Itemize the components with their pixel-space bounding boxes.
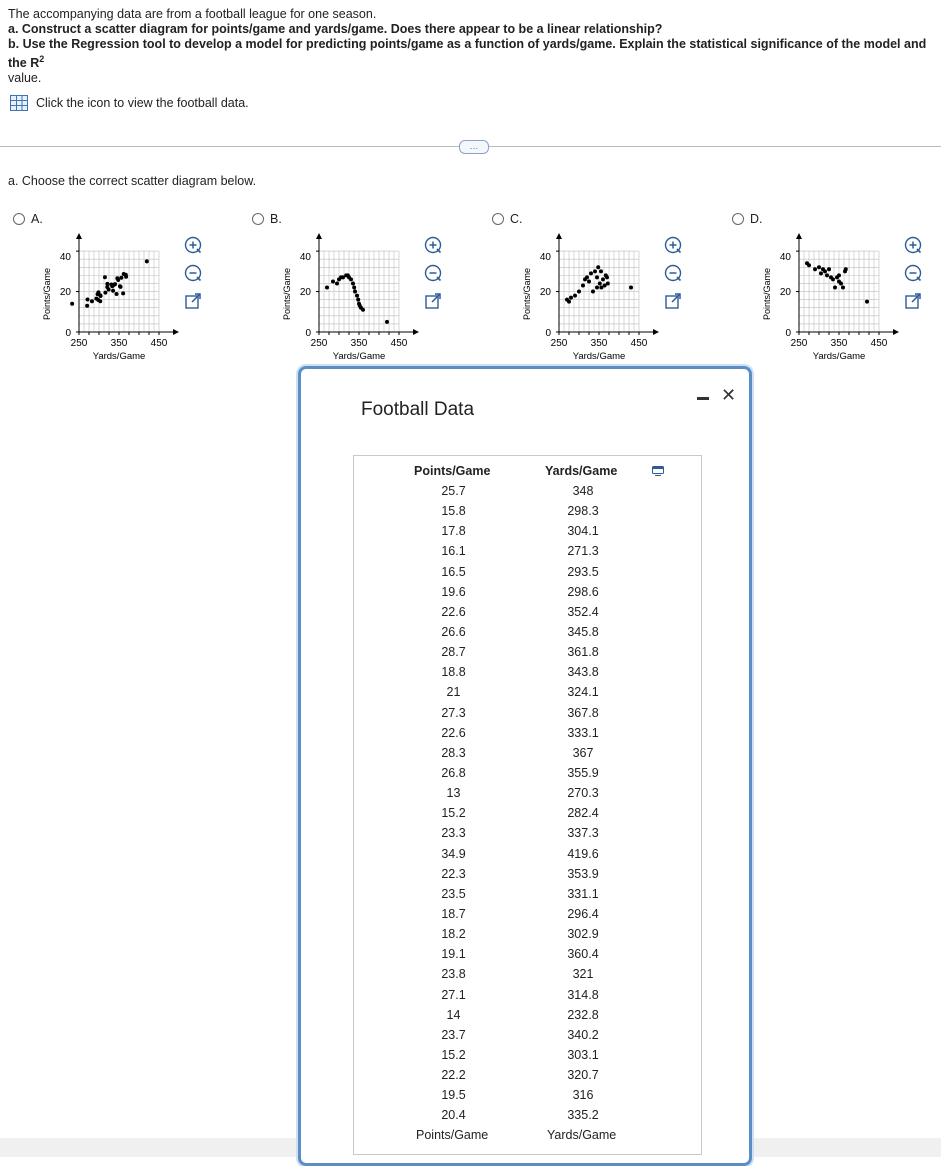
yards-cell: 324.1: [567, 685, 599, 700]
data-point: [595, 286, 599, 290]
part-a-prompt: a. Choose the correct scatter diagram below.: [8, 174, 257, 188]
data-point: [113, 282, 117, 286]
y-tick-40: 40: [59, 252, 71, 263]
x-axis-label: Yards/Game: [572, 351, 626, 362]
x-tick-250: 250: [550, 338, 568, 349]
points-cell: 22.6: [441, 604, 466, 619]
chart-c-tools: [664, 236, 682, 310]
data-point: [585, 275, 589, 279]
points-cell: 25.7: [441, 484, 466, 498]
popout-icon[interactable]: [184, 292, 202, 310]
points-cell: 27.3: [441, 705, 466, 720]
yards-cell: 367.8: [567, 705, 599, 720]
x-axis-label: Yards/Game: [812, 351, 866, 362]
data-point: [593, 269, 597, 273]
x-tick-250: 250: [70, 338, 88, 349]
zoom-out-icon[interactable]: [904, 264, 922, 282]
x-axis-arrow: [653, 329, 659, 335]
zoom-in-icon[interactable]: [904, 236, 922, 254]
yards-cell: 282.4: [567, 806, 599, 821]
data-point: [349, 277, 353, 281]
yards-cell: 302.9: [567, 927, 599, 942]
yards-cell: 303.1: [567, 1047, 599, 1062]
x-tick-350: 350: [590, 338, 608, 349]
points-cell: 22.2: [441, 1068, 466, 1083]
y-axis-label: Points/Game: [42, 267, 52, 321]
data-point: [837, 273, 841, 277]
data-point: [325, 286, 329, 290]
y-axis-arrow: [556, 233, 562, 239]
copy-icon[interactable]: [652, 466, 664, 476]
data-point: [94, 297, 98, 301]
popout-icon[interactable]: [904, 292, 922, 310]
question-text: [8, 7, 933, 86]
y-axis-label: Points/Game: [282, 267, 292, 321]
yards-cell: 316: [572, 1088, 594, 1103]
table-icon: [10, 95, 28, 111]
radio-a[interactable]: [13, 213, 25, 225]
points-cell: 26.6: [441, 624, 466, 639]
data-point: [569, 296, 573, 300]
points-cell: 23.7: [441, 1027, 466, 1042]
data-point: [596, 265, 600, 269]
yards-cell: 304.1: [567, 524, 599, 539]
points-cell: 27.1: [441, 987, 466, 1002]
data-point: [98, 299, 102, 303]
x-tick-350: 350: [350, 338, 368, 349]
data-point: [827, 267, 831, 271]
yards-cell: 360.4: [567, 947, 599, 962]
minimize-button[interactable]: [697, 397, 709, 400]
points-cell: 19.6: [441, 584, 466, 599]
data-point: [831, 277, 835, 281]
data-point: [145, 259, 149, 263]
data-point: [601, 277, 605, 281]
yards-cell: 355.9: [567, 765, 599, 780]
yards-cell: 293.5: [567, 564, 599, 579]
x-tick-350: 350: [110, 338, 128, 349]
points-cell: 19.5: [441, 1088, 466, 1103]
data-point: [115, 292, 119, 296]
points-cell: 28.7: [441, 645, 466, 660]
scatter-chart-d: [760, 232, 900, 367]
yards-cell: 361.8: [567, 645, 599, 660]
data-point: [606, 281, 610, 285]
zoom-in-icon[interactable]: [184, 236, 202, 254]
data-point: [813, 267, 817, 271]
option-b-label: B.: [270, 212, 282, 226]
y-tick-0: 0: [785, 328, 791, 339]
points-cell: 23.8: [441, 967, 466, 982]
y-axis-arrow: [76, 233, 82, 239]
data-point: [103, 291, 107, 295]
data-point: [70, 302, 74, 306]
football-data-link-label: Click the icon to view the football data.: [36, 96, 249, 110]
data-point: [356, 298, 360, 302]
data-point: [352, 286, 356, 290]
question-part-b: b. Use the Regression tool to develop a model for predicting points/game as a function of yards/game. Explain the statistical significance of the model and the $R^2$: [8, 37, 927, 71]
question-part-b-end: value.: [8, 71, 42, 86]
option-b[interactable]: [252, 212, 282, 226]
data-point: [807, 263, 811, 267]
points-cell: 22.3: [441, 866, 466, 881]
question-part-a: a. Construct a scatter diagram for points/game and yards/game. Does there appear to be a linear relationship?: [8, 22, 663, 36]
y-tick-40: 40: [539, 252, 551, 263]
points-cell: 23.5: [441, 886, 466, 901]
data-point: [385, 320, 389, 324]
x-tick-450: 450: [150, 338, 168, 349]
data-point: [821, 267, 825, 271]
zoom-out-icon[interactable]: [424, 264, 442, 282]
data-point: [346, 273, 350, 277]
yards-cell: 321: [572, 967, 594, 982]
data-point: [591, 290, 595, 294]
x-tick-250: 250: [310, 338, 328, 349]
points-cell: 18.2: [441, 927, 466, 942]
x-axis-arrow: [173, 329, 179, 335]
points-cell: 21: [446, 685, 461, 700]
zoom-out-icon[interactable]: [664, 264, 682, 282]
col-header-points: Points/Game: [414, 464, 491, 478]
yards-cell: 331.1: [567, 886, 599, 901]
points-cell: 14: [446, 1007, 461, 1022]
x-tick-350: 350: [830, 338, 848, 349]
points-cell: 17.8: [441, 524, 466, 539]
y-tick-0: 0: [305, 328, 311, 339]
yards-cell: 271.3: [567, 544, 599, 559]
chart-a-tools: [184, 236, 202, 310]
points-cell: 20.4: [441, 1108, 466, 1123]
yards-cell: 335.2: [567, 1108, 599, 1123]
data-point: [335, 281, 339, 285]
x-axis-arrow: [893, 329, 899, 335]
x-axis-arrow: [413, 329, 419, 335]
data-point: [605, 275, 609, 279]
data-point: [115, 276, 119, 280]
yards-cell: 320.7: [567, 1068, 599, 1083]
close-button[interactable]: ✕: [721, 385, 737, 405]
data-point: [599, 269, 603, 273]
x-axis-label: Yards/Game: [332, 351, 386, 362]
yards-cell: 353.9: [567, 866, 599, 881]
option-d[interactable]: [732, 212, 763, 226]
points-cell: 16.1: [441, 544, 466, 559]
data-point: [90, 299, 94, 303]
col-footer-points: Points/Game: [416, 1128, 489, 1142]
yards-cell: 345.8: [567, 624, 599, 639]
data-point: [598, 281, 602, 285]
data-point: [355, 294, 359, 298]
radio-b[interactable]: [252, 213, 264, 225]
data-point: [121, 291, 125, 295]
x-tick-450: 450: [390, 338, 408, 349]
data-point: [844, 267, 848, 271]
data-point: [833, 286, 837, 290]
data-point: [353, 290, 357, 294]
points-column: [416, 484, 491, 1129]
yards-cell: 333.1: [567, 725, 599, 740]
data-point: [837, 279, 841, 283]
yards-cell: 419.6: [567, 846, 599, 861]
y-tick-40: 40: [299, 252, 311, 263]
option-a-label: A.: [31, 212, 43, 226]
data-point: [819, 271, 823, 275]
data-point: [119, 276, 123, 280]
data-point: [865, 300, 869, 304]
data-point: [573, 294, 577, 298]
chart-d-tools: [904, 236, 922, 310]
yards-cell: 367: [572, 745, 594, 760]
yards-cell: 340.2: [567, 1027, 599, 1042]
yards-cell: 343.8: [567, 665, 599, 680]
points-cell: 22.6: [441, 725, 466, 740]
y-tick-40: 40: [779, 252, 791, 263]
scatter-chart-b: [280, 232, 420, 367]
yards-cell: 298.6: [567, 584, 599, 599]
y-axis-label: Points/Game: [762, 267, 772, 321]
points-cell: 19.1: [441, 947, 466, 962]
football-data-dialog: [298, 366, 752, 1166]
yards-cell: 232.8: [567, 1007, 599, 1022]
zoom-in-icon[interactable]: [424, 236, 442, 254]
option-a[interactable]: [13, 212, 43, 226]
dialog-title: Football Data: [361, 399, 475, 420]
y-axis-label: Points/Game: [522, 267, 532, 321]
data-point: [351, 281, 355, 285]
data-point: [577, 290, 581, 294]
data-point: [361, 308, 365, 312]
points-cell: 15.2: [441, 806, 466, 821]
col-header-yards: Yards/Game: [545, 464, 618, 478]
option-c[interactable]: [492, 212, 523, 226]
data-point: [124, 273, 128, 277]
data-table: [353, 455, 702, 1155]
data-point: [817, 265, 821, 269]
data-point: [581, 283, 585, 287]
y-tick-20: 20: [59, 287, 71, 298]
popout-icon[interactable]: [664, 292, 682, 310]
points-cell: 16.5: [441, 564, 466, 579]
chart-b-tools: [424, 236, 442, 310]
option-d-label: D.: [750, 212, 763, 226]
yards-column: [544, 484, 622, 1129]
points-cell: 23.3: [441, 826, 466, 841]
data-point: [358, 304, 362, 308]
data-point: [98, 293, 102, 297]
data-point: [103, 275, 107, 279]
data-point: [567, 300, 571, 304]
yards-cell: 298.3: [567, 504, 599, 519]
x-tick-250: 250: [790, 338, 808, 349]
points-cell: 15.8: [441, 504, 466, 519]
y-axis-arrow: [796, 233, 802, 239]
points-cell: 18.8: [441, 665, 466, 680]
y-axis-arrow: [316, 233, 322, 239]
scatter-chart-a: [40, 232, 180, 367]
yards-cell: 337.3: [567, 826, 599, 841]
yards-cell: 348: [572, 484, 594, 498]
data-point: [339, 275, 343, 279]
data-point: [109, 282, 113, 286]
yards-cell: 314.8: [567, 987, 599, 1002]
radio-d[interactable]: [732, 213, 744, 225]
yards-cell: 270.3: [567, 786, 599, 801]
y-tick-20: 20: [299, 287, 311, 298]
data-point: [105, 285, 109, 289]
football-data-link[interactable]: [10, 95, 249, 111]
radio-c[interactable]: [492, 213, 504, 225]
data-point: [825, 273, 829, 277]
points-cell: 18.7: [441, 906, 466, 921]
data-point: [589, 271, 593, 275]
popout-icon[interactable]: [424, 292, 442, 310]
scatter-chart-c: [520, 232, 660, 367]
expand-dots-button[interactable]: …: [459, 140, 489, 154]
y-tick-20: 20: [539, 287, 551, 298]
data-point: [119, 285, 123, 289]
zoom-out-icon[interactable]: [184, 264, 202, 282]
points-cell: 34.9: [441, 846, 466, 861]
data-point: [587, 279, 591, 283]
data-point: [85, 304, 89, 308]
data-point: [629, 286, 633, 290]
y-tick-20: 20: [779, 287, 791, 298]
col-footer-yards: Yards/Game: [547, 1128, 617, 1142]
points-cell: 15.2: [441, 1047, 466, 1062]
zoom-in-icon[interactable]: [664, 236, 682, 254]
yards-cell: 352.4: [567, 604, 599, 619]
points-cell: 28.3: [441, 745, 466, 760]
x-axis-label: Yards/Game: [92, 351, 146, 362]
y-tick-0: 0: [545, 328, 551, 339]
points-cell: 26.8: [441, 765, 466, 780]
data-point: [111, 289, 115, 293]
x-tick-450: 450: [870, 338, 888, 349]
question-intro: The accompanying data are from a football league for one season.: [8, 7, 377, 21]
x-tick-450: 450: [630, 338, 648, 349]
y-tick-0: 0: [65, 328, 71, 339]
data-point: [841, 286, 845, 290]
data-point: [86, 297, 90, 301]
option-c-label: C.: [510, 212, 523, 226]
data-point: [331, 279, 335, 283]
points-cell: 13: [446, 786, 461, 801]
data-point: [595, 275, 599, 279]
yards-cell: 296.4: [567, 906, 599, 921]
